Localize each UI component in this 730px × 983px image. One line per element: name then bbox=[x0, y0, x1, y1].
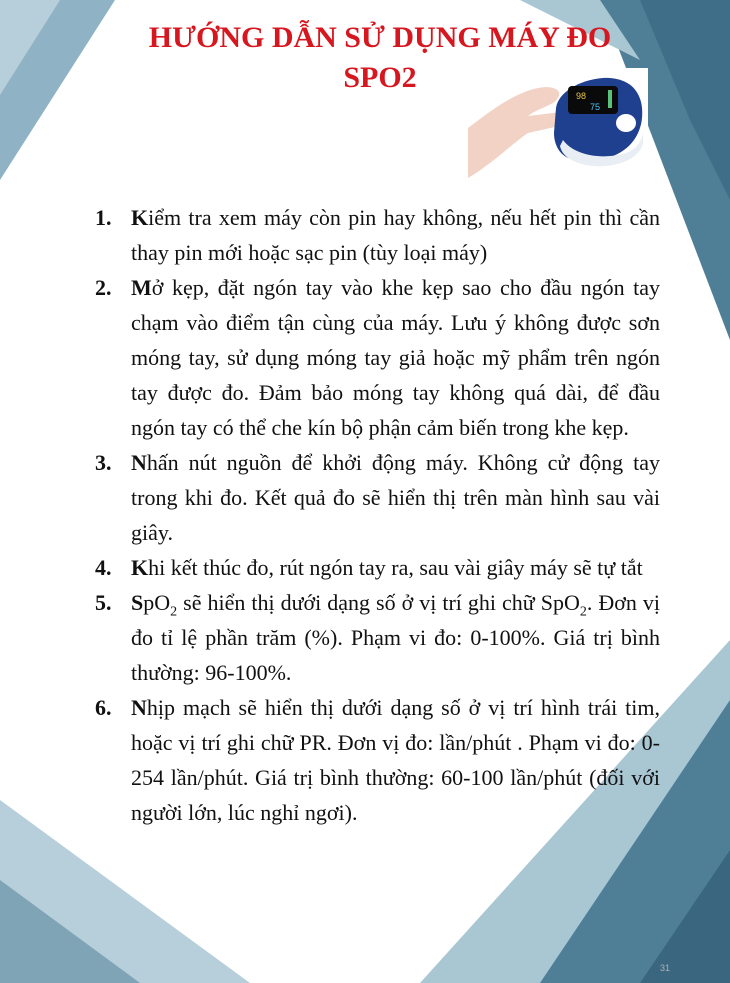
step-text: . Đơn vị đo tỉ lệ phần trăm (%). Phạm vi đo: 0-100%. Giá trị bình thường: 96-100%. bbox=[131, 590, 660, 685]
screen-pulse-bar bbox=[608, 90, 612, 108]
screen-reading-top: 98 bbox=[576, 91, 587, 101]
step-text: iểm tra xem máy còn pin hay không, nếu hết pin thì cần thay pin mới hoặc sạc pin (tùy loại máy) bbox=[131, 205, 660, 265]
page-number: 31 bbox=[659, 963, 670, 973]
step-text: hịp mạch sẽ hiển thị dưới dạng số ở vị trí hình trái tim, hoặc vị trí ghi chữ PR. Đơn vị đo: lần/phút . Phạm vi đo: 0-254 lần/phút. Giá trị bình thường: 60-100 lần/phút (đối với người lớn, lúc nghỉ ngơi). bbox=[131, 695, 660, 825]
step-lead-letter: M bbox=[131, 275, 152, 300]
step-number: 4. bbox=[95, 555, 112, 580]
step-text: hi kết thúc đo, rút ngón tay ra, sau vài giây máy sẽ tự tắt bbox=[148, 555, 643, 580]
list-item bbox=[95, 270, 660, 445]
step-text: hấn nút nguồn để khởi động máy. Không cử động tay trong khi đo. Kết quả đo sẽ hiển thị trên màn hình sau vài giây. bbox=[131, 450, 660, 545]
screen-reading-bottom: 75 bbox=[590, 102, 601, 112]
page-title-line2: SPO2 bbox=[343, 61, 417, 94]
step-lead-letter: K bbox=[131, 555, 149, 580]
spo2-subscript: 2 bbox=[579, 604, 587, 620]
step-lead-letter: S bbox=[131, 590, 144, 615]
page-title-line1: HƯỚNG DẪN SỬ DỤNG MÁY ĐO bbox=[148, 21, 612, 54]
spo2-label: pO bbox=[143, 590, 171, 615]
spo2-label: SpO bbox=[540, 590, 580, 615]
step-lead-letter: N bbox=[131, 695, 147, 720]
spo2-subscript: 2 bbox=[170, 604, 178, 620]
list-item bbox=[95, 200, 660, 270]
pulse-oximeter-image bbox=[468, 68, 648, 193]
step-number: 5. bbox=[95, 590, 112, 615]
power-button bbox=[616, 114, 636, 132]
step-number: 2. bbox=[95, 275, 112, 300]
list-item bbox=[95, 445, 660, 550]
list-item bbox=[95, 690, 660, 830]
step-lead-letter: N bbox=[131, 450, 147, 475]
step-number: 3. bbox=[95, 450, 112, 475]
step-text: ở kẹp, đặt ngón tay vào khe kẹp sao cho đầu ngón tay chạm vào điểm tận cùng của máy. Lưu ý không được sơn móng tay, sử dụng móng tay giả hoặc mỹ phẩm trên ngón tay được đo. Đảm bảo móng tay không quá dài, để đầu ngón tay có thể che kín bộ phận cảm biến trong khe kẹp. bbox=[131, 275, 660, 440]
list-item bbox=[95, 550, 660, 585]
step-text: sẽ hiển thị dưới dạng số ở vị trí ghi chữ bbox=[177, 590, 541, 615]
step-number: 1. bbox=[95, 205, 112, 230]
step-lead-letter: K bbox=[131, 205, 149, 230]
instruction-list bbox=[95, 200, 660, 830]
step-number: 6. bbox=[95, 695, 112, 720]
list-item bbox=[95, 585, 660, 690]
